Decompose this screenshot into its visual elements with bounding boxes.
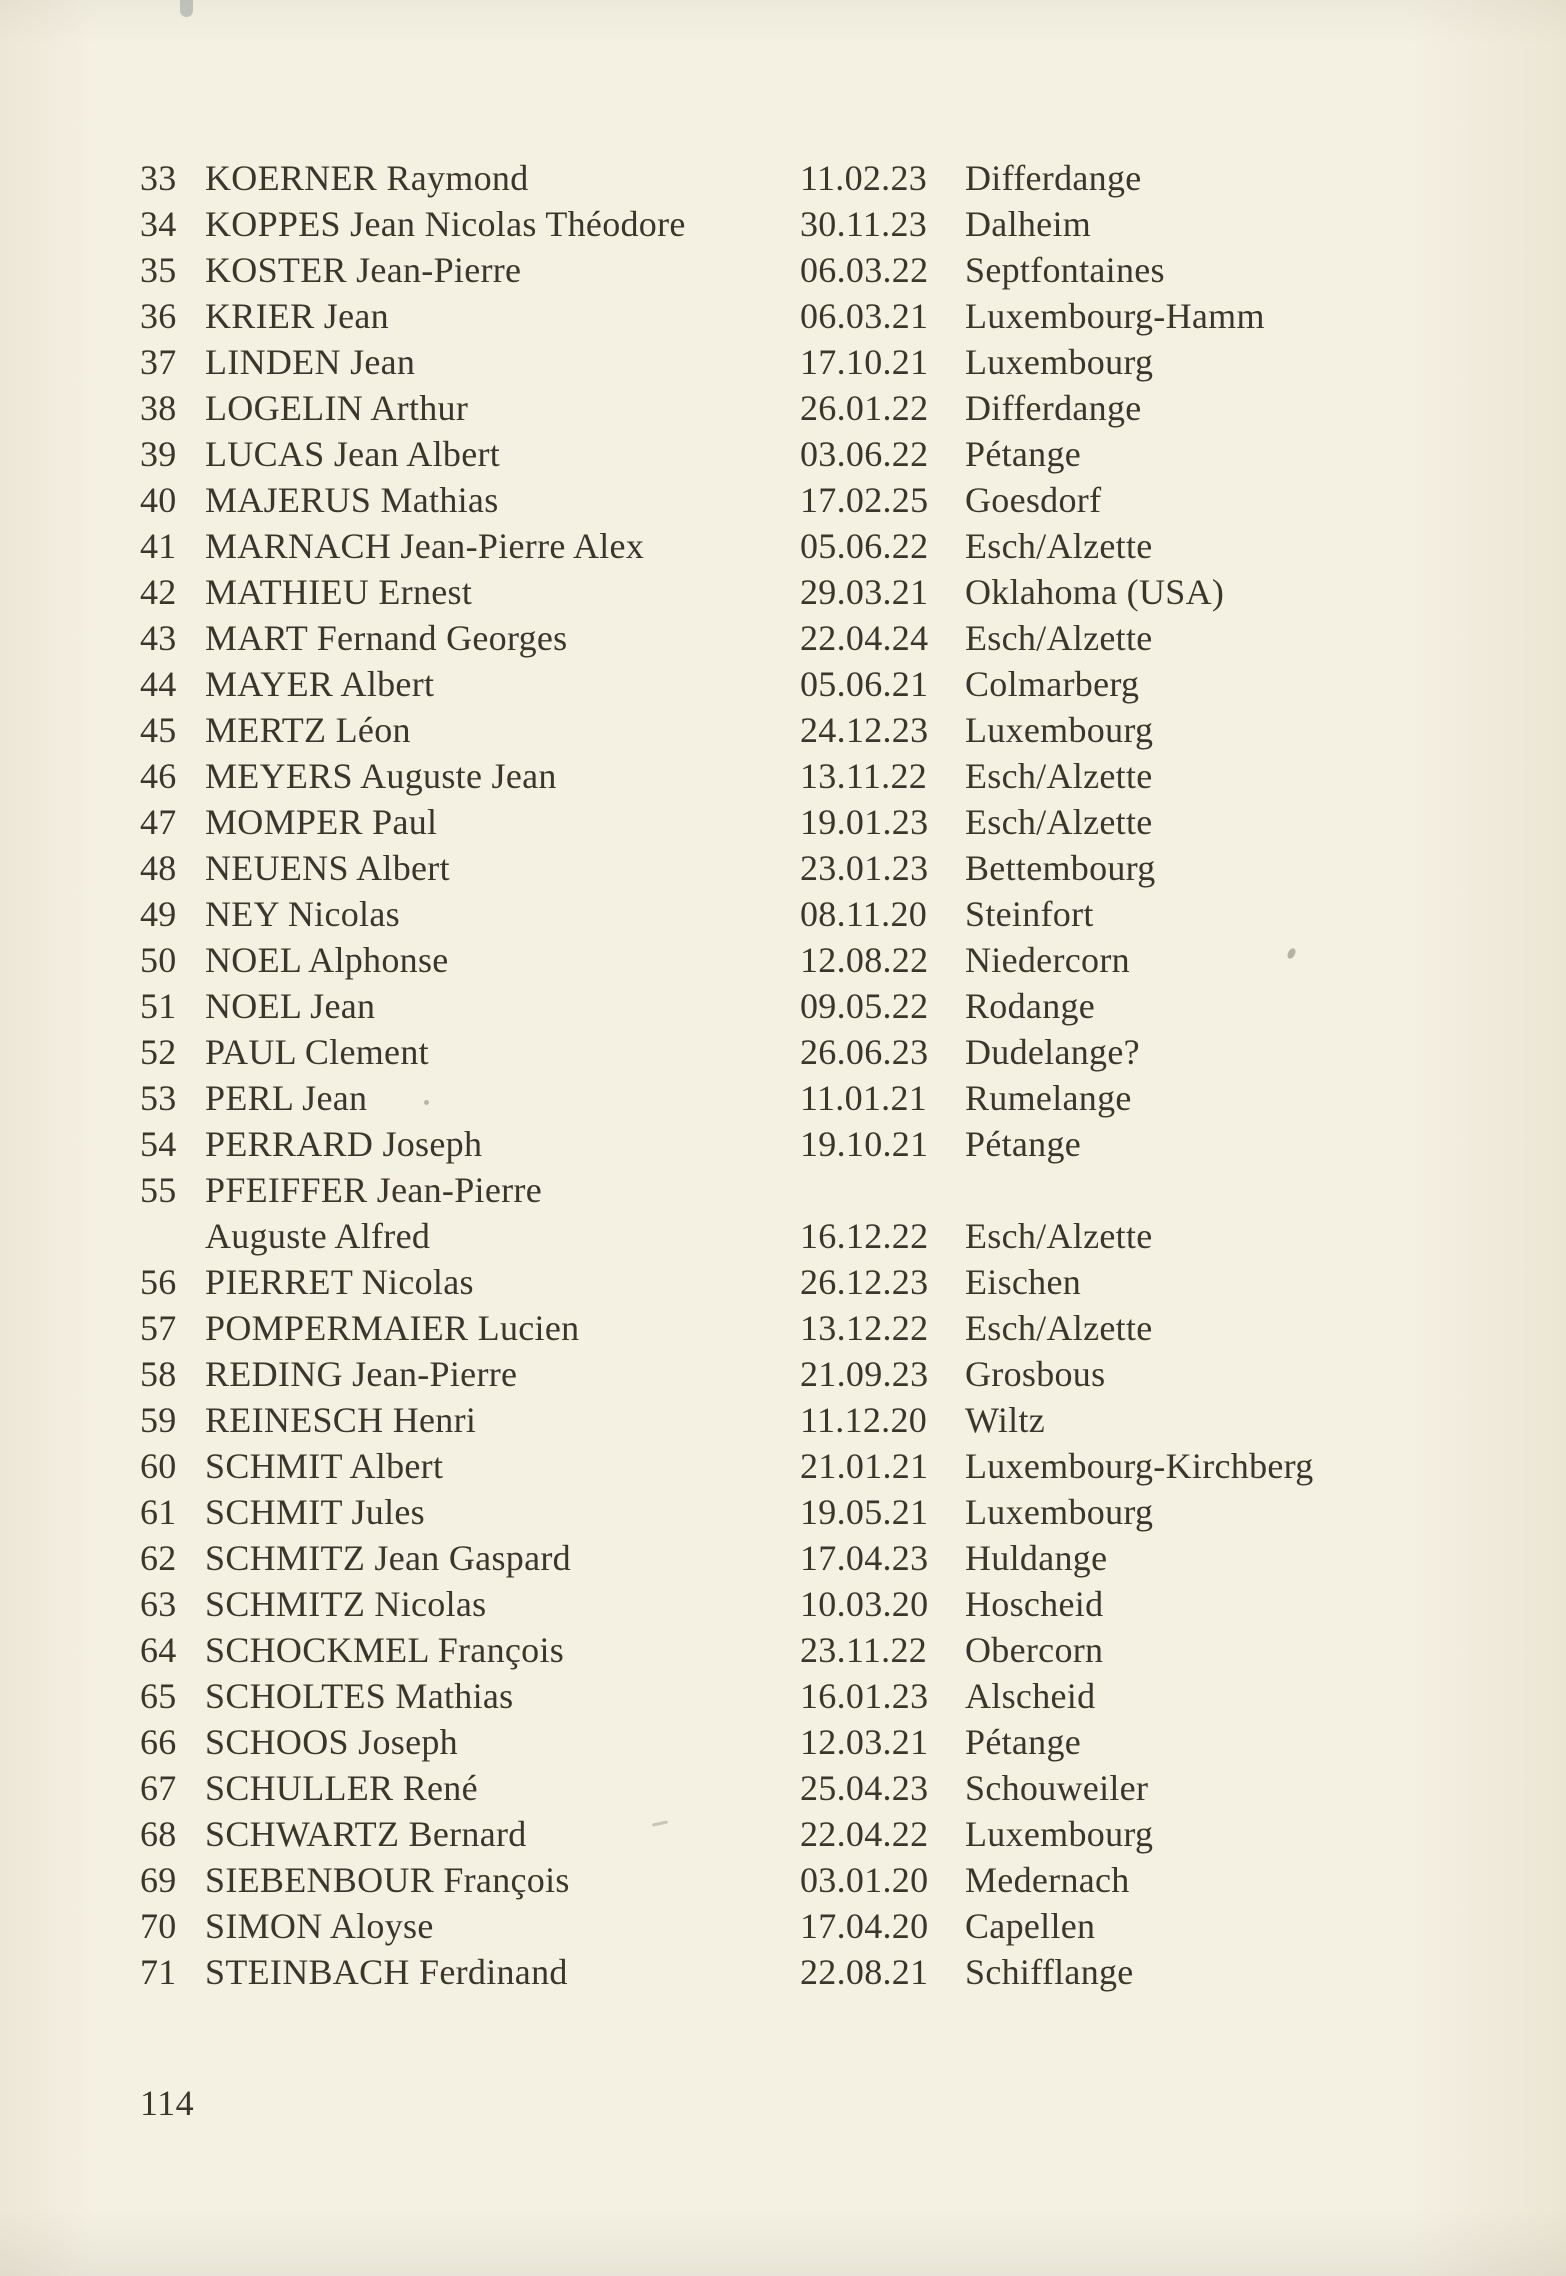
entry-place: Differdange: [965, 158, 1142, 198]
entry-date: 03.06.22: [800, 434, 929, 474]
entry-date: 22.04.24: [800, 618, 929, 658]
entry-number: 53: [140, 1078, 177, 1118]
entry-number: 57: [140, 1308, 177, 1348]
list-row: [140, 615, 1460, 661]
entry-name: PERRARD Joseph: [205, 1124, 483, 1164]
entry-date: 26.06.23: [800, 1032, 929, 1072]
list-row: [140, 385, 1460, 431]
entry-name: PIERRET Nicolas: [205, 1262, 474, 1302]
entry-place: Esch/Alzette: [965, 756, 1153, 796]
list-row: [140, 1765, 1460, 1811]
list-row: [140, 247, 1460, 293]
entry-name: KOSTER Jean-Pierre: [205, 250, 522, 290]
list-row: [140, 891, 1460, 937]
entry-date: 17.10.21: [800, 342, 929, 382]
entry-date: 21.01.21: [800, 1446, 929, 1486]
entry-number: 37: [140, 342, 177, 382]
entry-place: Hoscheid: [965, 1584, 1104, 1624]
entry-date: 17.04.23: [800, 1538, 929, 1578]
entry-name: MARNACH Jean-Pierre Alex: [205, 526, 645, 566]
entry-name: SCHMIT Jules: [205, 1492, 425, 1532]
list-row: [140, 339, 1460, 385]
list-row: [140, 1581, 1460, 1627]
entry-number: 68: [140, 1814, 177, 1854]
list-row: [140, 1489, 1460, 1535]
entry-date: 12.08.22: [800, 940, 929, 980]
entry-name: SCHMITZ Nicolas: [205, 1584, 487, 1624]
list-row: [140, 799, 1460, 845]
entry-number: 36: [140, 296, 177, 336]
list-row: [140, 1259, 1460, 1305]
entry-name: SIMON Aloyse: [205, 1906, 434, 1946]
entry-number: 70: [140, 1906, 177, 1946]
entry-place: Grosbous: [965, 1354, 1106, 1394]
entry-number: 60: [140, 1446, 177, 1486]
entry-place: Luxembourg: [965, 1492, 1154, 1532]
list-row: [140, 1075, 1460, 1121]
list-row: [140, 1305, 1460, 1351]
list-row: [140, 201, 1460, 247]
entry-number: 40: [140, 480, 177, 520]
entry-date: 05.06.21: [800, 664, 929, 704]
list-row: [140, 753, 1460, 799]
page-number: 114: [140, 2083, 195, 2123]
entry-number: 64: [140, 1630, 177, 1670]
entry-date: 30.11.23: [800, 204, 928, 244]
entry-number: 54: [140, 1124, 177, 1164]
entry-place: Pétange: [965, 434, 1082, 474]
entry-date: 24.12.23: [800, 710, 929, 750]
entry-name: PERL Jean: [205, 1078, 368, 1118]
list-row: [140, 1121, 1460, 1167]
entry-name: SCHWARTZ Bernard: [205, 1814, 527, 1854]
entry-date: 19.01.23: [800, 802, 929, 842]
entry-name: MEYERS Auguste Jean: [205, 756, 557, 796]
entry-date: 23.11.22: [800, 1630, 928, 1670]
entry-place: Schouweiler: [965, 1768, 1149, 1808]
entry-number: 34: [140, 204, 177, 244]
entry-date: 22.08.21: [800, 1952, 929, 1992]
entry-date: 17.02.25: [800, 480, 929, 520]
list-row: [140, 1351, 1460, 1397]
entry-number: 69: [140, 1860, 177, 1900]
entry-name: SCHMIT Albert: [205, 1446, 444, 1486]
entry-date: 16.12.22: [800, 1216, 929, 1256]
entry-name: SCHOLTES Mathias: [205, 1676, 514, 1716]
entry-place: Pétange: [965, 1722, 1082, 1762]
entry-number: 50: [140, 940, 177, 980]
list-row: [140, 845, 1460, 891]
entry-name: REDING Jean-Pierre: [205, 1354, 518, 1394]
entry-name: LUCAS Jean Albert: [205, 434, 501, 474]
list-row: [140, 1673, 1460, 1719]
entry-name: MERTZ Léon: [205, 710, 411, 750]
list-row: [140, 477, 1460, 523]
entry-date: 05.06.22: [800, 526, 929, 566]
entry-name: STEINBACH Ferdinand: [205, 1952, 568, 1992]
entry-name: PAUL Clement: [205, 1032, 429, 1072]
entry-name: SCHOCKMEL François: [205, 1630, 565, 1670]
entry-name: SIEBENBOUR François: [205, 1860, 570, 1900]
entry-place: Esch/Alzette: [965, 802, 1153, 842]
entry-date: 08.11.20: [800, 894, 928, 934]
entry-place: Goesdorf: [965, 480, 1102, 520]
entry-number: 42: [140, 572, 177, 612]
list-row: [140, 1167, 1460, 1213]
entry-name: SCHMITZ Jean Gaspard: [205, 1538, 571, 1578]
entry-place: Oklahoma (USA): [965, 572, 1225, 612]
list-row: [140, 1627, 1460, 1673]
entry-place: [965, 1167, 1460, 1213]
entry-number: 33: [140, 158, 177, 198]
entry-number: 67: [140, 1768, 177, 1808]
list-row: [140, 1857, 1460, 1903]
entry-place: Alscheid: [965, 1676, 1096, 1716]
entry-name: NOEL Jean: [205, 986, 376, 1026]
entry-number: 43: [140, 618, 177, 658]
entry-date: 19.10.21: [800, 1124, 929, 1164]
entry-date: 22.04.22: [800, 1814, 929, 1854]
entry-number: 66: [140, 1722, 177, 1762]
list-row: [140, 937, 1460, 983]
entry-number: 44: [140, 664, 177, 704]
entry-number: 51: [140, 986, 177, 1026]
entry-place: Rodange: [965, 986, 1096, 1026]
entry-date: 11.01.21: [800, 1078, 928, 1118]
entry-date: 21.09.23: [800, 1354, 929, 1394]
entry-date: 13.12.22: [800, 1308, 929, 1348]
entry-place: Steinfort: [965, 894, 1094, 934]
entry-number: 49: [140, 894, 177, 934]
entry-date: 29.03.21: [800, 572, 929, 612]
entry-number: 35: [140, 250, 177, 290]
entry-date: 11.02.23: [800, 158, 928, 198]
entry-name: REINESCH Henri: [205, 1400, 477, 1440]
list-row: [140, 293, 1460, 339]
entry-date: 26.01.22: [800, 388, 929, 428]
entry-place: Medernach: [965, 1860, 1130, 1900]
entry-number: 71: [140, 1952, 177, 1992]
entry-date: 23.01.23: [800, 848, 929, 888]
list-row: [140, 431, 1460, 477]
entry-number: 65: [140, 1676, 177, 1716]
entry-place: Esch/Alzette: [965, 618, 1153, 658]
entry-name: POMPERMAIER Lucien: [205, 1308, 580, 1348]
entry-name: KRIER Jean: [205, 296, 389, 336]
entry-place: Dalheim: [965, 204, 1092, 244]
entry-number: 61: [140, 1492, 177, 1532]
entry-number: 52: [140, 1032, 177, 1072]
entry-number: 55: [140, 1170, 177, 1210]
list-row: [140, 155, 1460, 201]
entry-number: 41: [140, 526, 177, 566]
entry-date: 12.03.21: [800, 1722, 929, 1762]
entry-name: MAJERUS Mathias: [205, 480, 499, 520]
entry-name: MAYER Albert: [205, 664, 435, 704]
entry-name: NOEL Alphonse: [205, 940, 449, 980]
entry-name: MART Fernand Georges: [205, 618, 568, 658]
entry-number: 38: [140, 388, 177, 428]
entry-date: 19.05.21: [800, 1492, 929, 1532]
list-row: [140, 1811, 1460, 1857]
scan-speck: [180, 0, 193, 17]
entry-number: 62: [140, 1538, 177, 1578]
entry-place: Dudelange?: [965, 1032, 1140, 1072]
list-row: [140, 523, 1460, 569]
list-row: [140, 1949, 1460, 1995]
list-row: [140, 707, 1460, 753]
entry-number: 46: [140, 756, 177, 796]
entry-number: 56: [140, 1262, 177, 1302]
list-row: [140, 661, 1460, 707]
entry-place: Esch/Alzette: [965, 1308, 1153, 1348]
entry-place: Huldange: [965, 1538, 1108, 1578]
list-row: [140, 1535, 1460, 1581]
list-row: [140, 1213, 1460, 1259]
entry-place: Schifflange: [965, 1952, 1134, 1992]
entry-place: Eischen: [965, 1262, 1082, 1302]
entry-place: Wiltz: [965, 1400, 1046, 1440]
entry-place: Pétange: [965, 1124, 1082, 1164]
entry-date: 16.01.23: [800, 1676, 929, 1716]
entry-place: Bettembourg: [965, 848, 1156, 888]
list-row: [140, 1397, 1460, 1443]
entry-date: 06.03.21: [800, 296, 929, 336]
entry-name: NEUENS Albert: [205, 848, 450, 888]
entry-place: Obercorn: [965, 1630, 1104, 1670]
entry-number: [140, 1213, 205, 1259]
list-row: [140, 1719, 1460, 1765]
entry-place: Septfontaines: [965, 250, 1165, 290]
entry-number: 47: [140, 802, 177, 842]
entry-place: Differdange: [965, 388, 1142, 428]
entry-name: KOERNER Raymond: [205, 158, 529, 198]
entry-number: 63: [140, 1584, 177, 1624]
entry-place: Luxembourg: [965, 710, 1154, 750]
entry-name: SCHULLER René: [205, 1768, 478, 1808]
entry-date: 06.03.22: [800, 250, 929, 290]
entry-date: 17.04.20: [800, 1906, 929, 1946]
entry-number: 48: [140, 848, 177, 888]
list-row: [140, 983, 1460, 1029]
entry-name: KOPPES Jean Nicolas Théodore: [205, 204, 686, 244]
list-row: [140, 1903, 1460, 1949]
list-row: [140, 1443, 1460, 1489]
entry-place: Niedercorn: [965, 940, 1130, 980]
entry-number: 59: [140, 1400, 177, 1440]
entry-number: 45: [140, 710, 177, 750]
entry-name: SCHOOS Joseph: [205, 1722, 458, 1762]
entry-date: 13.11.22: [800, 756, 928, 796]
entry-date: 10.03.20: [800, 1584, 929, 1624]
list-row: [140, 1029, 1460, 1075]
entry-place: Luxembourg-Kirchberg: [965, 1446, 1314, 1486]
entry-place: Luxembourg: [965, 1814, 1154, 1854]
entry-name: MATHIEU Ernest: [205, 572, 473, 612]
list-row: [140, 569, 1460, 615]
entry-date: 11.12.20: [800, 1400, 928, 1440]
entry-name: NEY Nicolas: [205, 894, 400, 934]
entry-place: Luxembourg: [965, 342, 1154, 382]
entry-date: [800, 1167, 965, 1213]
entry-list: [140, 155, 1460, 1995]
entry-name: MOMPER Paul: [205, 802, 438, 842]
entry-date: 03.01.20: [800, 1860, 929, 1900]
entry-place: Colmarberg: [965, 664, 1140, 704]
entry-number: 39: [140, 434, 177, 474]
entry-number: 58: [140, 1354, 177, 1394]
entry-name: Auguste Alfred: [205, 1216, 431, 1256]
entry-date: 26.12.23: [800, 1262, 929, 1302]
entry-name: LINDEN Jean: [205, 342, 416, 382]
entry-place: Rumelange: [965, 1078, 1132, 1118]
entry-date: 25.04.23: [800, 1768, 929, 1808]
entry-place: Esch/Alzette: [965, 1216, 1153, 1256]
entry-place: Esch/Alzette: [965, 526, 1153, 566]
entry-place: Luxembourg-Hamm: [965, 296, 1265, 336]
entry-place: Capellen: [965, 1906, 1096, 1946]
entry-date: 09.05.22: [800, 986, 929, 1026]
entry-name: LOGELIN Arthur: [205, 388, 469, 428]
entry-name: PFEIFFER Jean-Pierre: [205, 1170, 542, 1210]
